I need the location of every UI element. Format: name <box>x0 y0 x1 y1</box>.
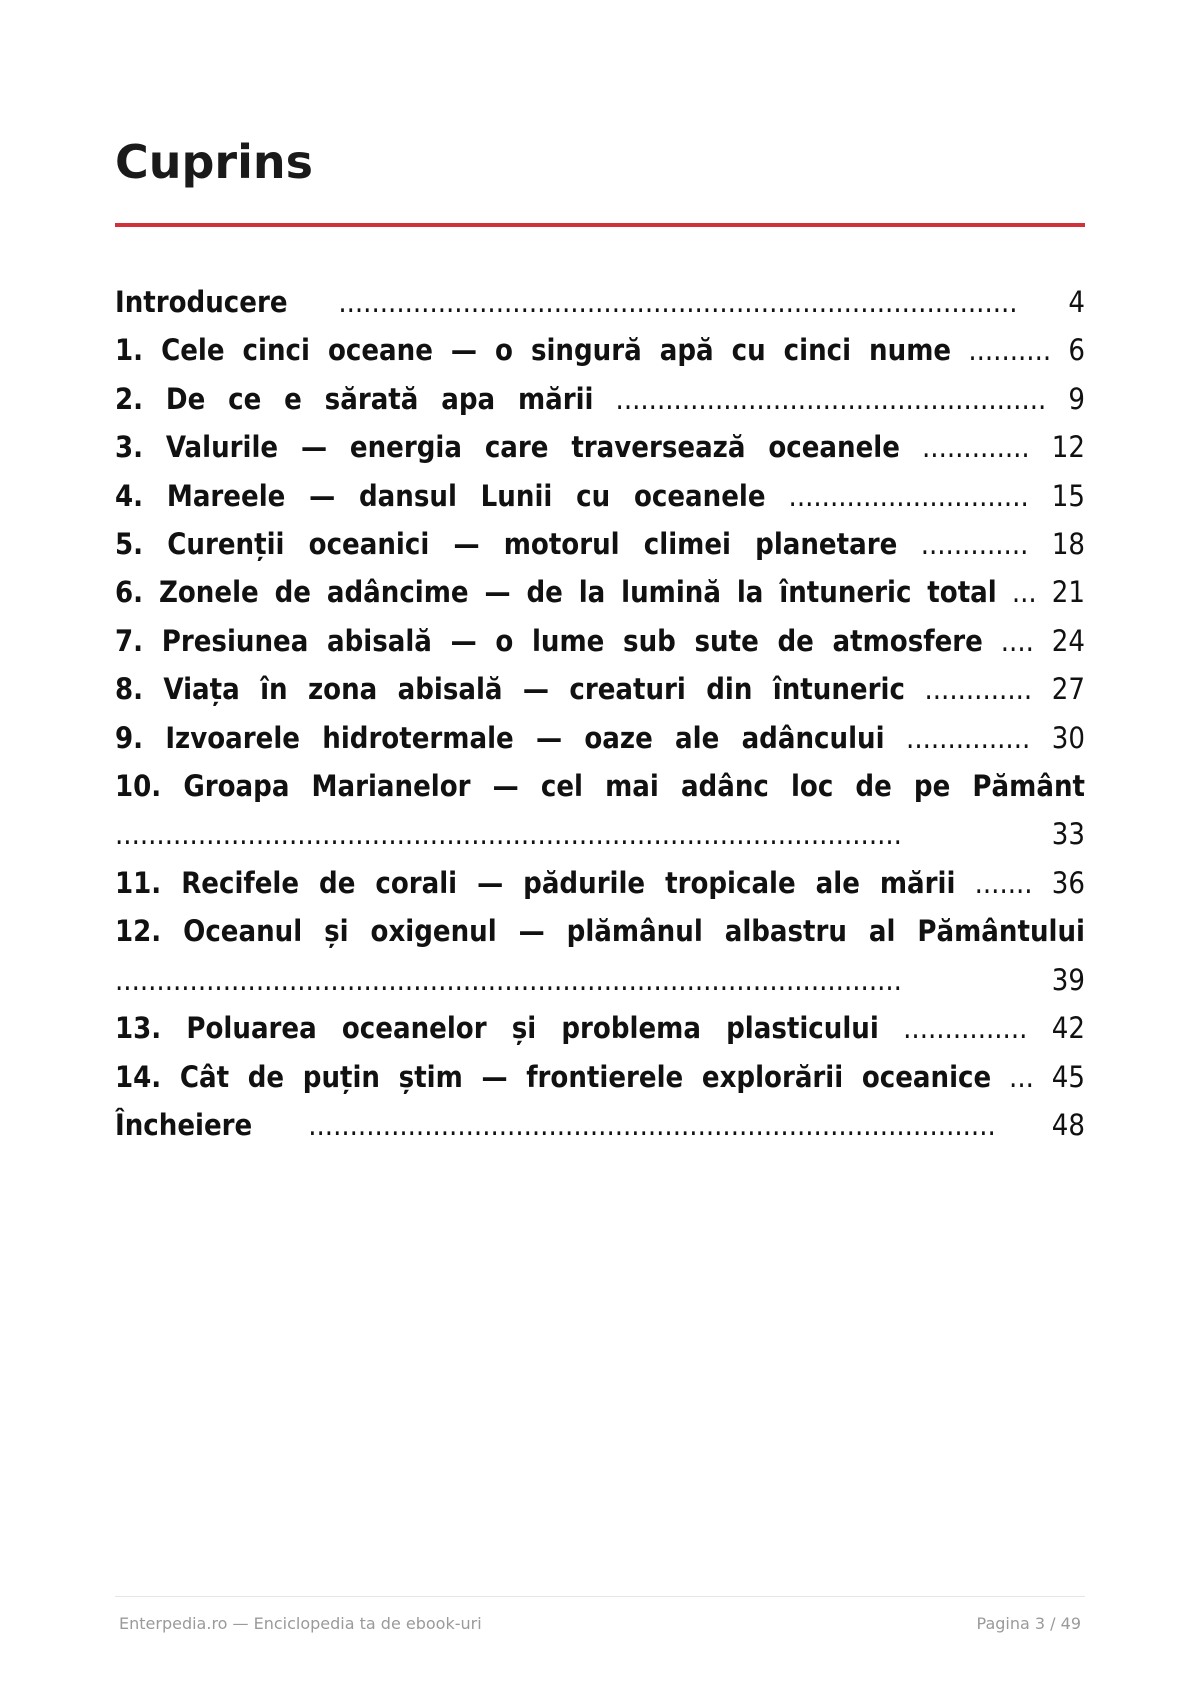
toc-entry-title: 1. Cele cinci oceane — o singură apă cu cinci nume <box>115 333 952 368</box>
toc-entry-title: 7. Presiunea abisală — o lume sub sute de atmosfere <box>115 623 983 658</box>
toc-entry-leader: ............................................................................................... <box>115 962 902 997</box>
toc-entry[interactable] <box>115 762 1085 859</box>
toc-entry-title: 2. De ce e sărată apa mării <box>115 381 594 416</box>
toc-entry[interactable] <box>115 907 1085 1004</box>
toc-entry[interactable] <box>115 859 1085 907</box>
toc-entry[interactable] <box>115 1053 1085 1101</box>
toc-entry-title: Încheiere <box>115 1107 253 1142</box>
table-of-contents <box>115 278 1085 1149</box>
toc-entry-page-number: 36 <box>1051 865 1085 900</box>
toc-entry-page-number: 4 <box>1068 285 1085 319</box>
toc-entry-leader: .... <box>1000 623 1034 658</box>
toc-entry-page-number: 48 <box>1051 1107 1085 1142</box>
toc-entry-leader: ... <box>1011 575 1037 610</box>
toc-entry-title: 11. Recifele de corali — pădurile tropicale ale mării <box>115 865 956 900</box>
title-divider <box>115 223 1085 227</box>
toc-entry-leader: ............. <box>924 672 1033 707</box>
toc-entry-title: 10. Groapa Marianelor — cel mai adânc loc de pe Pământ <box>115 769 1085 804</box>
toc-entry-title: 6. Zonele de adâncime — de la lumină la întuneric total <box>115 575 997 610</box>
toc-entry[interactable] <box>115 278 1085 326</box>
toc-entry-page-number: 30 <box>1051 720 1085 755</box>
page-title: Cuprins <box>115 135 314 189</box>
toc-entry-leader: ............................................................................................... <box>115 817 902 852</box>
toc-entry-leader: .......... <box>968 333 1052 368</box>
document-page <box>115 0 1085 1683</box>
toc-entry-leader: ............. <box>922 430 1030 465</box>
toc-entry-title: 5. Curenții oceanici — motorul climei planetare <box>115 527 898 562</box>
toc-entry[interactable] <box>115 520 1085 568</box>
toc-entry[interactable] <box>115 568 1085 616</box>
toc-entry-page-number: 42 <box>1051 1011 1085 1046</box>
footer-page-number: Pagina 3 / 49 <box>976 1614 1081 1633</box>
footer-site-name: Enterpedia.ro — Enciclopedia ta de ebook-uri <box>119 1614 482 1633</box>
toc-entry-page-number: 39 <box>1051 962 1085 997</box>
toc-entry-leader: ............... <box>906 720 1031 755</box>
toc-entry-title: 3. Valurile — energia care traversează oceanele <box>115 430 900 465</box>
toc-entry[interactable] <box>115 617 1085 665</box>
toc-entry-leader: ................................................................................... <box>308 1107 996 1142</box>
toc-entry[interactable] <box>115 423 1085 471</box>
toc-entry[interactable] <box>115 1101 1085 1149</box>
toc-entry-page-number: 24 <box>1051 623 1085 658</box>
toc-entry-title: 9. Izvoarele hidrotermale — oaze ale adâncului <box>115 720 885 755</box>
toc-entry-page-number: 33 <box>1051 817 1085 852</box>
toc-entry-page-number: 6 <box>1068 333 1085 368</box>
toc-entry-title: 12. Oceanul și oxigenul — plămânul albastru al Pământului <box>115 914 1085 949</box>
toc-entry[interactable] <box>115 665 1085 713</box>
toc-entry-leader: ... <box>1009 1059 1034 1094</box>
toc-entry-page-number: 15 <box>1051 478 1085 513</box>
toc-entry-page-number: 18 <box>1051 527 1086 562</box>
toc-entry[interactable] <box>115 326 1085 374</box>
toc-entry[interactable] <box>115 472 1085 520</box>
toc-entry-title: Introducere <box>115 285 288 319</box>
toc-entry-leader: ............. <box>920 527 1029 562</box>
toc-entry-leader: .................................................................................. <box>338 285 1018 319</box>
toc-entry-title: 13. Poluarea oceanelor și problema plasticului <box>115 1011 879 1046</box>
toc-entry[interactable] <box>115 375 1085 423</box>
toc-entry-leader: ............... <box>903 1011 1028 1046</box>
toc-entry[interactable] <box>115 714 1085 762</box>
toc-entry-page-number: 9 <box>1068 381 1085 416</box>
toc-entry-title: 14. Cât de puțin știm — frontierele explorării oceanice <box>115 1059 992 1094</box>
toc-entry[interactable] <box>115 1004 1085 1052</box>
toc-entry-leader: ............................. <box>788 478 1029 513</box>
toc-entry-page-number: 12 <box>1051 430 1085 465</box>
footer-divider <box>115 1596 1085 1597</box>
toc-entry-page-number: 45 <box>1051 1059 1085 1094</box>
toc-entry-title: 8. Viața în zona abisală — creaturi din întuneric <box>115 672 905 707</box>
toc-entry-page-number: 27 <box>1051 672 1085 707</box>
toc-entry-leader: .................................................... <box>615 381 1047 416</box>
toc-entry-leader: ....... <box>974 865 1033 900</box>
toc-entry-title: 4. Mareele — dansul Lunii cu oceanele <box>115 478 766 513</box>
toc-entry-page-number: 21 <box>1051 575 1085 610</box>
